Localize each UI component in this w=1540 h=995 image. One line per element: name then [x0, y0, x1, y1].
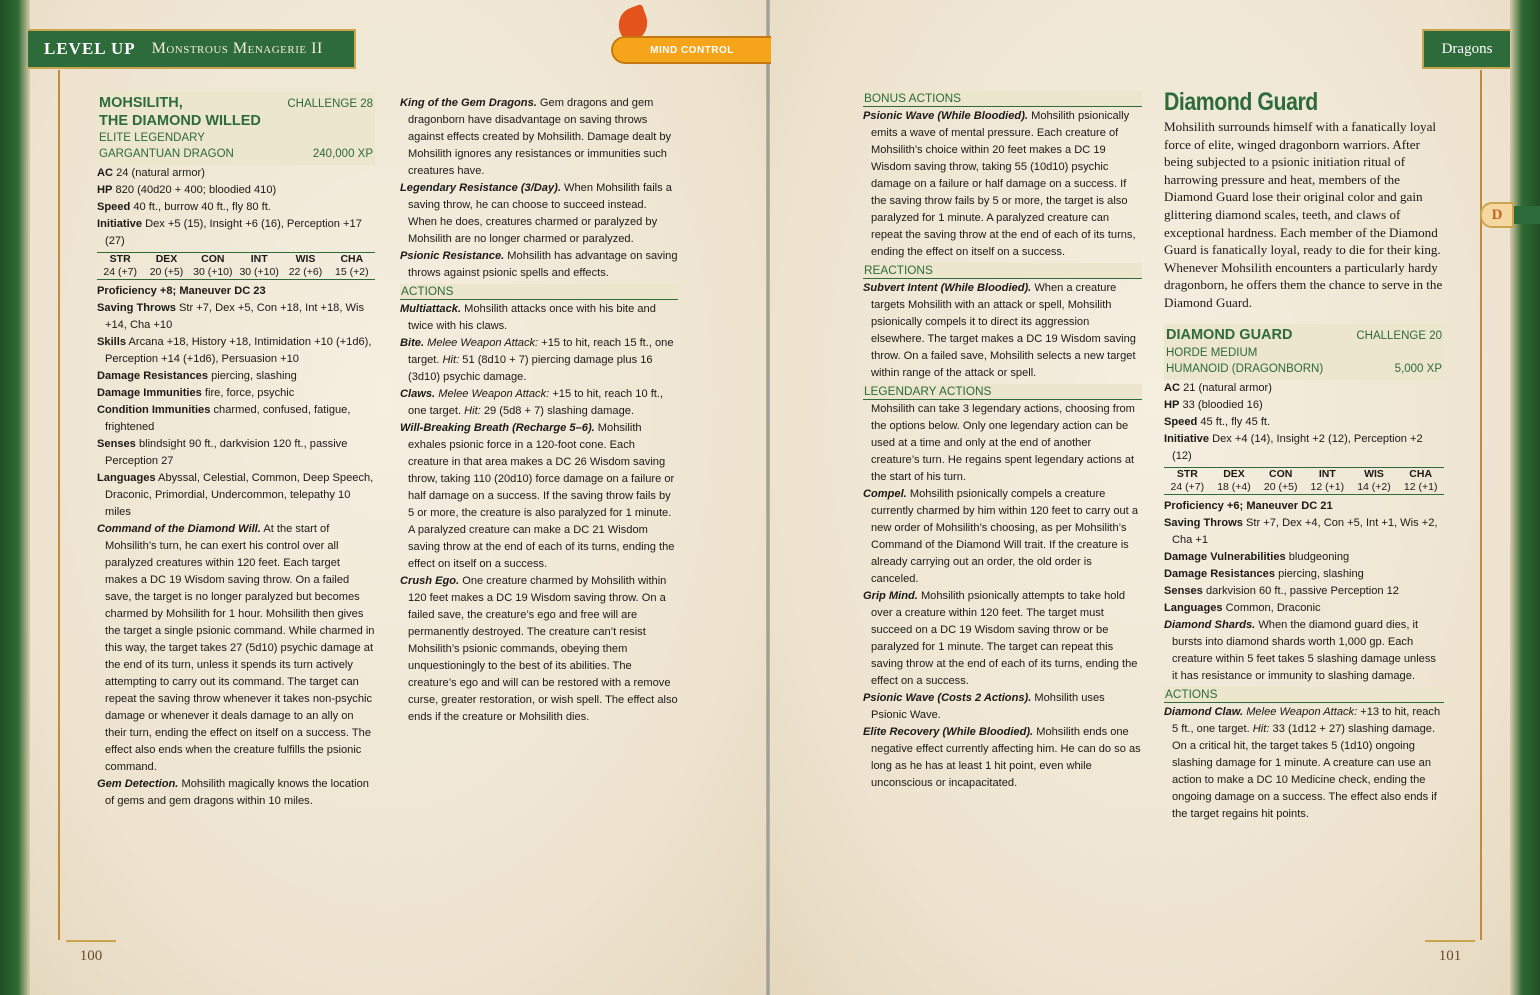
guard-damage-vulnerabilities: Damage Vulnerabilities bludgeoning — [1164, 550, 1350, 563]
guard-senses: Senses darkvision 60 ft., passive Perception 12 — [1164, 584, 1399, 597]
damage-resistances: Damage Resistances piercing, slashing — [97, 370, 297, 382]
guard-initiative: Initiative Dex +4 (14), Insight +2 (12), Perception +2 (12) — [1164, 432, 1423, 462]
trait-psionic-resistance: Psionic Resistance. Mohsilith has advantage on saving throws against psionic spells and effects. — [400, 250, 678, 279]
page-gutter — [766, 0, 770, 995]
guard-hit-points: HP 33 (bloodied 16) — [1164, 398, 1263, 411]
guard-size-type: HUMANOID (DRAGONBORN) — [1166, 362, 1324, 375]
trait-king-gem-dragons: King of the Gem Dragons. Gem dragons and gem dragonborn have disadvantage on saving throws against effects created by Mohsilith. Damage dealt by Mohsilith ignores any resistances or immunities such creatures have. — [400, 97, 672, 177]
bonus-actions-header: BONUS ACTIONS — [863, 91, 1142, 107]
trait-gem-detection: Gem Detection. Mohsilith magically knows the location of gems and gem dragons within 10 miles. — [97, 778, 369, 807]
speed: Speed 40 ft., burrow 40 ft., fly 80 ft. — [97, 201, 271, 213]
reactions-header: REACTIONS — [863, 263, 1142, 279]
section-heading: Diamond Guard — [1164, 88, 1318, 116]
chapter-tab[interactable] — [611, 36, 771, 64]
column-3 — [863, 89, 1142, 792]
guard-ability-scores: STR DEX CON INT WIS CHA 24 (+7) 18 (+4) 20 (+5) 12 (+1) 14 (+2) 12 (+1) — [1164, 467, 1444, 495]
guard-saving-throws: Saving Throws Str +7, Dex +4, Con +5, Int +1, Wis +2, Cha +1 — [1164, 516, 1438, 546]
guard-challenge: CHALLENGE 20 — [1356, 329, 1442, 342]
right-cover-edge — [1510, 0, 1540, 995]
mohsilith-statblock-header — [97, 92, 375, 165]
skills: Skills Arcana +18, History +18, Intimidation +10 (+1d6), Perception +14 (+1d6), Persuasion +10 — [97, 336, 372, 365]
header-banner-left — [28, 29, 356, 69]
page-number-right: 101 — [1425, 940, 1475, 970]
reaction-subvert-intent: Subvert Intent (While Bloodied). When a creature targets Mohsilith with an attack or spell, Mohsilith psionically compels it to direct its aggression elsewhere. The target makes a DC 19 Wisdom saving throw. On a failed save, Mohsilith selects a new target within range of the attack or spell. — [863, 282, 1136, 379]
monster-size-type: GARGANTUAN DRAGON — [99, 148, 234, 160]
column-2 — [400, 95, 678, 726]
chapter-label: MIND CONTROL — [650, 44, 734, 56]
letter-index-label: D — [1491, 206, 1503, 223]
letter-tab-bar — [1512, 206, 1540, 224]
action-claws: Claws. Melee Weapon Attack: +15 to hit, reach 10 ft., one target. Hit: 29 (5d8 + 7) slashing damage. — [400, 388, 664, 417]
guard-speed: Speed 45 ft., fly 45 ft. — [1164, 415, 1271, 428]
lore-paragraph: Mohsilith surrounds himself with a fanatically loyal force of elite, winged dragonborn warriors. After being subjected to a psionic initiation ritual of harrowing pressure and heat, members of the Diamond Guard lose their original color and gain glittering diamond scales, teeth, and claws of exceptional hardness. Each member of the Diamond Guard is fanatically loyal, ready to die for their king. Whenever Mohsilith encounters a particularly hardy dragonborn, he offers them the chance to serve in the Diamond Guard. — [1164, 119, 1443, 310]
column-4 — [1164, 86, 1444, 823]
legendary-elite-recovery: Elite Recovery (While Bloodied). Mohsilith ends one negative effect currently affecting him. He can do so as long as he has at least 1 hit point, even while unconscious or incapacitated. — [863, 726, 1141, 789]
proficiency: Proficiency +8; Maneuver DC 23 — [97, 285, 266, 297]
legendary-psionic-wave: Psionic Wave (Costs 2 Actions). Mohsilith uses Psionic Wave. — [863, 692, 1105, 721]
guard-xp: 5,000 XP — [1394, 362, 1442, 375]
armor-class: AC 24 (natural armor) — [97, 167, 205, 179]
saving-throws: Saving Throws Str +7, Dex +5, Con +18, Int +18, Wis +14, Cha +10 — [97, 302, 364, 331]
action-bite: Bite. Melee Weapon Attack: +15 to hit, reach 15 ft., one target. Hit: 51 (8d10 + 7) piercing damage plus 16 (3d10) psychic damage. — [400, 337, 674, 383]
guard-actions-header: ACTIONS — [1164, 687, 1444, 703]
monster-name-subtitle: THE DIAMOND WILLED — [99, 113, 261, 129]
guard-proficiency: Proficiency +6; Maneuver DC 21 — [1164, 499, 1333, 512]
guard-action-diamond-claw: Diamond Claw. Melee Weapon Attack: +13 to hit, reach 5 ft., one target. Hit: 33 (1d12 + 27) slashing damage. On a critical hit, the target takes 5 (1d10) ongoing slashing damage for 1 minute. A creature can use an action to make a DC 10 Medicine check, ending the ongoing damage on a success. The effect also ends if the target regains hit points. — [1164, 705, 1441, 820]
guard-damage-resistances: Damage Resistances piercing, slashing — [1164, 567, 1364, 580]
letter-index-tab[interactable] — [1480, 202, 1514, 228]
header-banner-right — [1422, 29, 1510, 69]
left-cover-edge — [0, 0, 30, 995]
senses: Senses blindsight 90 ft., darkvision 120 ft., passive Perception 27 — [97, 438, 348, 467]
actions-header: ACTIONS — [400, 284, 678, 300]
hit-points: HP 820 (40d20 + 400; bloodied 410) — [97, 184, 277, 196]
legendary-grip-mind: Grip Mind. Mohsilith psionically attempts to take hold over a creature within 120 feet. The target must succeed on a DC 19 Wisdom saving throw or be paralyzed for 1 minute. The target can repeat this saving throw at the end of each of its turns, ending the effect on a success. — [863, 590, 1138, 687]
action-multiattack: Multiattack. Mohsilith attacks once with his bite and twice with his claws. — [400, 303, 656, 332]
condition-immunities: Condition Immunities charmed, confused, fatigue, frightened — [97, 404, 351, 433]
legendary-compel: Compel. Mohsilith psionically compels a creature currently charmed by him within 120 feet to carry out a new order of Mohsilith’s choosing, as per Mohsilith’s Command of the Diamond Will trait. If the creature is already carrying out an order, the old order is canceled. — [863, 488, 1138, 585]
damage-immunities: Damage Immunities fire, force, psychic — [97, 387, 295, 399]
column-1 — [97, 92, 375, 810]
guard-armor-class: AC 21 (natural armor) — [1164, 381, 1272, 394]
action-will-breaking-breath: Will-Breaking Breath (Recharge 5–6). Mohsilith exhales psionic force in a 120-foot cone. Each creature in that area makes a DC 26 Wisdom saving throw, taking 110 (20d10) force damage on a failure or half damage on a success. If the saving throw fails by 5 or more, the creature is also paralyzed for 1 minute. A paralyzed creature can make a DC 21 Wisdom saving throw at the end of each of its turns, ending the effect on itself on a success. — [400, 422, 675, 570]
initiative: Initiative Dex +5 (15), Insight +6 (16), Perception +17 (27) — [97, 218, 362, 247]
action-crush-ego: Crush Ego. One creature charmed by Mohsilith within 120 feet makes a DC 19 Wisdom saving throw. On a failed save, the creature’s ego and free will are permanently destroyed. The creature can’t resist Mohsilith’s psionic commands, obeying them unquestioningly to the best of its abilities. The creature’s ego and will can be restored with a remove curse, greater restoration, or wish spell. The effect also ends if the creature or Mohsilith dies. — [400, 575, 678, 723]
guard-name: DIAMOND GUARD — [1166, 326, 1293, 343]
languages: Languages Abyssal, Celestial, Common, Deep Speech, Draconic, Primordial, Undercommon, telepathy 10 miles — [97, 472, 374, 518]
book-title: Monstrous Menagerie II — [151, 40, 323, 57]
monster-name: MOHSILITH, — [99, 95, 183, 111]
legendary-intro: Mohsilith can take 3 legendary actions, choosing from the options below. Only one legendary action can be used at a time and only at the end of another creature’s turn. He regains spent legendary actions at the start of his turn. — [871, 403, 1135, 483]
trait-legendary-resistance: Legendary Resistance (3/Day). When Mohsilith fails a saving throw, he can choose to succeed instead. When he does, creatures charmed or paralyzed by Mohsilith are no longer charmed or paralyzed. — [400, 182, 672, 245]
page-number-left: 100 — [66, 940, 116, 970]
monster-xp: 240,000 XP — [312, 148, 373, 160]
legendary-actions-header: LEGENDARY ACTIONS — [863, 384, 1142, 400]
bonus-psionic-wave: Psionic Wave (While Bloodied). Mohsilith psionically emits a wave of mental pressure. Each creature of Mohsilith’s choice within 20 feet makes a DC 19 Wisdom saving throw, taking 55 (10d10) psychic damage on a failure or half damage on a success. If the saving throw fails by 5 or more, the target is also paralyzed for 1 minute. A paralyzed creature can repeat the saving throw at the end of each of its turns, ending the effect on itself on a success. — [863, 110, 1136, 258]
section-title: Dragons — [1441, 40, 1493, 57]
trait-command: Command of the Diamond Will. At the start of Mohsilith’s turn, he can exert his control over all paralyzed creatures within 120 feet. Each target makes a DC 19 Wisdom saving throw. On a failed save, the target is no longer paralyzed but becomes charmed by Mohsilith for 1 hour. Mohsilith then gives the target a single psionic command. While charmed in this way, the target takes 27 (5d10) psychic damage at the end of its turn, unless it spends its turn actively attempting to carry out its command. The target can repeat the saving throw whenever it takes non-psychic damage or whenever it deals damage to an ally on their turn, ending the effect on itself on a success. The effect also ends when the creature fulfills the psionic command. — [97, 523, 375, 773]
guard-statblock-header — [1164, 324, 1444, 380]
guard-type-line: HORDE MEDIUM — [1166, 346, 1258, 359]
challenge-rating: CHALLENGE 28 — [287, 98, 373, 110]
ability-scores: STR DEX CON INT WIS CHA 24 (+7) 20 (+5) 30 (+10) 30 (+10) 22 (+6) 15 (+2) — [97, 252, 375, 280]
guard-trait-diamond-shards: Diamond Shards. When the diamond guard dies, it bursts into diamond shards worth 1,000 gp. Each creature within 5 feet takes 5 slashing damage unless it has resistance or immunity to slashing damage. — [1164, 618, 1436, 682]
guard-languages: Languages Common, Draconic — [1164, 601, 1321, 614]
brand-title: LEVEL UP — [44, 39, 136, 58]
monster-type-line: ELITE LEGENDARY — [99, 132, 205, 144]
